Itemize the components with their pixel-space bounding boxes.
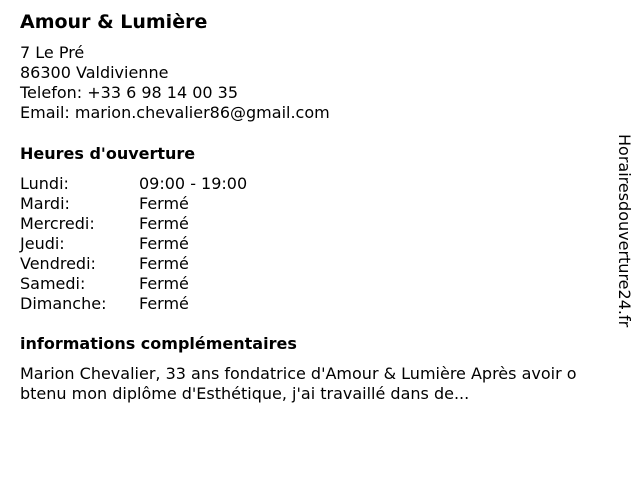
- hours-time: Fermé: [139, 254, 189, 273]
- hours-time: 09:00 - 19:00: [139, 174, 248, 193]
- hours-day: Samedi:: [20, 274, 86, 293]
- hours-row-monday: [20, 174, 320, 194]
- hours-day: Lundi:: [20, 174, 69, 193]
- additional-info-text: Marion Chevalier, 33 ans fondatrice d'Amour & Lumière Après avoir obtenu mon diplôme d'Esthétique, j'ai travaillé dans de...: [20, 364, 577, 403]
- business-name: Amour & Lumière: [20, 11, 208, 33]
- hours-row-wednesday: [20, 214, 320, 234]
- contact-block: [20, 43, 330, 123]
- opening-hours-list: [20, 174, 320, 314]
- hours-day: Jeudi:: [20, 234, 65, 253]
- hours-row-sunday: [20, 294, 320, 314]
- site-watermark: Horairesdouverture24.fr: [615, 134, 634, 328]
- hours-day: Vendredi:: [20, 254, 96, 273]
- hours-time: Fermé: [139, 234, 189, 253]
- hours-row-friday: [20, 254, 320, 274]
- hours-day: Mardi:: [20, 194, 70, 213]
- hours-row-thursday: [20, 234, 320, 254]
- hours-time: Fermé: [139, 294, 189, 313]
- hours-day: Mercredi:: [20, 214, 95, 233]
- email-address[interactable]: Email: marion.chevalier86@gmail.com: [20, 103, 330, 122]
- hours-time: Fermé: [139, 274, 189, 293]
- hours-row-tuesday: [20, 194, 320, 214]
- additional-info-title: informations complémentaires: [20, 334, 297, 353]
- opening-hours-title: Heures d'ouverture: [20, 144, 196, 163]
- phone-number[interactable]: Telefon: +33 6 98 14 00 35: [20, 83, 239, 102]
- hours-day: Dimanche:: [20, 294, 107, 313]
- address-line-2: 86300 Valdivienne: [20, 63, 169, 82]
- address-line-1: 7 Le Pré: [20, 43, 85, 62]
- hours-row-saturday: [20, 274, 320, 294]
- hours-time: Fermé: [139, 214, 189, 233]
- hours-time: Fermé: [139, 194, 189, 213]
